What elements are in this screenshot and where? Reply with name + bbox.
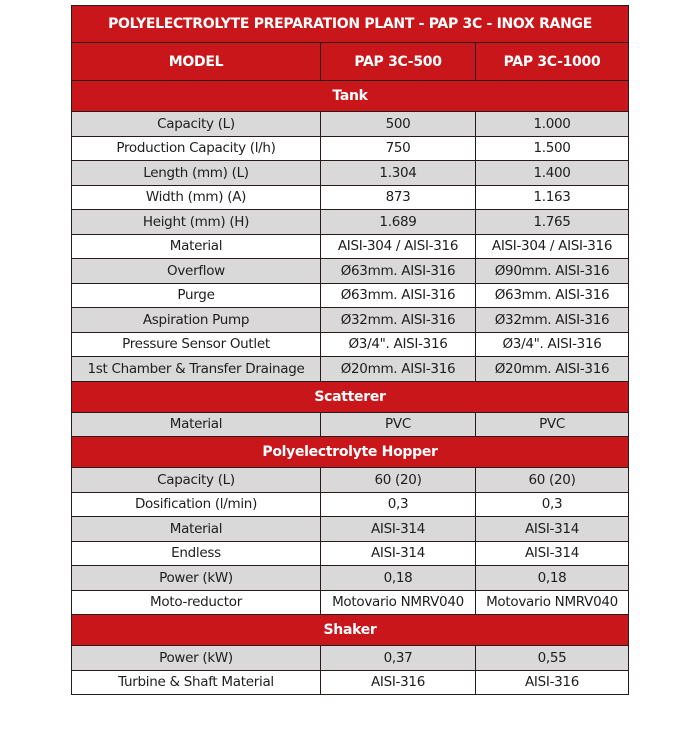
value-pap-3c-500: AISI-316 (321, 670, 476, 695)
row-label: Moto-reductor (72, 590, 321, 615)
row-label: Material (72, 517, 321, 542)
row-label: Material (72, 412, 321, 437)
value-pap-3c-1000: AISI-304 / AISI-316 (476, 234, 629, 259)
row-label: Production Capacity (l/h) (72, 136, 321, 161)
table-row (72, 670, 629, 695)
section-title: Scatterer (72, 381, 629, 412)
section-header-row (72, 615, 629, 646)
value-pap-3c-1000: 1.163 (476, 185, 629, 210)
row-label: Material (72, 234, 321, 259)
table-row (72, 492, 629, 517)
section-header-row (72, 381, 629, 412)
row-label: Length (mm) (L) (72, 161, 321, 186)
value-pap-3c-500: Ø20mm. AISI-316 (321, 357, 476, 382)
row-label: 1st Chamber & Transfer Drainage (72, 357, 321, 382)
value-pap-3c-500: AISI-314 (321, 541, 476, 566)
table-row (72, 541, 629, 566)
row-label: Aspiration Pump (72, 308, 321, 333)
row-label: Power (kW) (72, 646, 321, 671)
section-header-row (72, 81, 629, 112)
table-row (72, 259, 629, 284)
table-row (72, 234, 629, 259)
row-label: Width (mm) (A) (72, 185, 321, 210)
value-pap-3c-1000: Ø20mm. AISI-316 (476, 357, 629, 382)
table-row (72, 646, 629, 671)
value-pap-3c-1000: 1.765 (476, 210, 629, 235)
value-pap-3c-1000: 0,18 (476, 566, 629, 591)
table-row (72, 185, 629, 210)
table-row (72, 210, 629, 235)
value-pap-3c-500: 500 (321, 112, 476, 137)
header-row (72, 43, 629, 81)
table-title-row (72, 6, 629, 43)
value-pap-3c-500: Ø3/4". AISI-316 (321, 332, 476, 357)
value-pap-3c-500: 0,3 (321, 492, 476, 517)
table-row (72, 517, 629, 542)
value-pap-3c-1000: 1.500 (476, 136, 629, 161)
table-row (72, 412, 629, 437)
value-pap-3c-1000: AISI-314 (476, 541, 629, 566)
value-pap-3c-1000: 1.400 (476, 161, 629, 186)
row-label: Dosification (l/min) (72, 492, 321, 517)
row-label: Turbine & Shaft Material (72, 670, 321, 695)
value-pap-3c-1000: 0,55 (476, 646, 629, 671)
table-row (72, 308, 629, 333)
table-row (72, 357, 629, 382)
value-pap-3c-500: 0,37 (321, 646, 476, 671)
value-pap-3c-1000: Ø3/4". AISI-316 (476, 332, 629, 357)
value-pap-3c-1000: AISI-314 (476, 517, 629, 542)
value-pap-3c-500: AISI-314 (321, 517, 476, 542)
value-pap-3c-1000: Ø63mm. AISI-316 (476, 283, 629, 308)
row-label: Overflow (72, 259, 321, 284)
value-pap-3c-500: 873 (321, 185, 476, 210)
value-pap-3c-1000: Ø90mm. AISI-316 (476, 259, 629, 284)
table-row (72, 161, 629, 186)
section-header-row (72, 437, 629, 468)
table-row (72, 283, 629, 308)
value-pap-3c-1000: 60 (20) (476, 468, 629, 493)
row-label: Endless (72, 541, 321, 566)
table-row (72, 468, 629, 493)
value-pap-3c-1000: Motovario NMRV040 (476, 590, 629, 615)
value-pap-3c-1000: Ø32mm. AISI-316 (476, 308, 629, 333)
section-title: Tank (72, 81, 629, 112)
value-pap-3c-1000: 0,3 (476, 492, 629, 517)
value-pap-3c-500: 60 (20) (321, 468, 476, 493)
table-title: POLYELECTROLYTE PREPARATION PLANT - PAP 3C - INOX RANGE (72, 6, 629, 43)
row-label: Pressure Sensor Outlet (72, 332, 321, 357)
value-pap-3c-500: 1.689 (321, 210, 476, 235)
value-pap-3c-500: PVC (321, 412, 476, 437)
row-label: Purge (72, 283, 321, 308)
value-pap-3c-500: Ø63mm. AISI-316 (321, 259, 476, 284)
header-pap-3c-1000: PAP 3C-1000 (476, 43, 629, 81)
value-pap-3c-500: 750 (321, 136, 476, 161)
value-pap-3c-500: Motovario NMRV040 (321, 590, 476, 615)
table-row (72, 112, 629, 137)
table-row (72, 332, 629, 357)
value-pap-3c-1000: 1.000 (476, 112, 629, 137)
section-title: Shaker (72, 615, 629, 646)
section-title: Polyelectrolyte Hopper (72, 437, 629, 468)
row-label: Capacity (L) (72, 112, 321, 137)
spec-table (71, 5, 629, 695)
header-pap-3c-500: PAP 3C-500 (321, 43, 476, 81)
table-row (72, 566, 629, 591)
header-model: MODEL (72, 43, 321, 81)
value-pap-3c-1000: PVC (476, 412, 629, 437)
value-pap-3c-1000: AISI-316 (476, 670, 629, 695)
row-label: Power (kW) (72, 566, 321, 591)
table-row (72, 590, 629, 615)
row-label: Height (mm) (H) (72, 210, 321, 235)
table-row (72, 136, 629, 161)
value-pap-3c-500: 0,18 (321, 566, 476, 591)
value-pap-3c-500: Ø63mm. AISI-316 (321, 283, 476, 308)
value-pap-3c-500: Ø32mm. AISI-316 (321, 308, 476, 333)
value-pap-3c-500: 1.304 (321, 161, 476, 186)
spec-table-body (72, 6, 629, 695)
value-pap-3c-500: AISI-304 / AISI-316 (321, 234, 476, 259)
row-label: Capacity (L) (72, 468, 321, 493)
